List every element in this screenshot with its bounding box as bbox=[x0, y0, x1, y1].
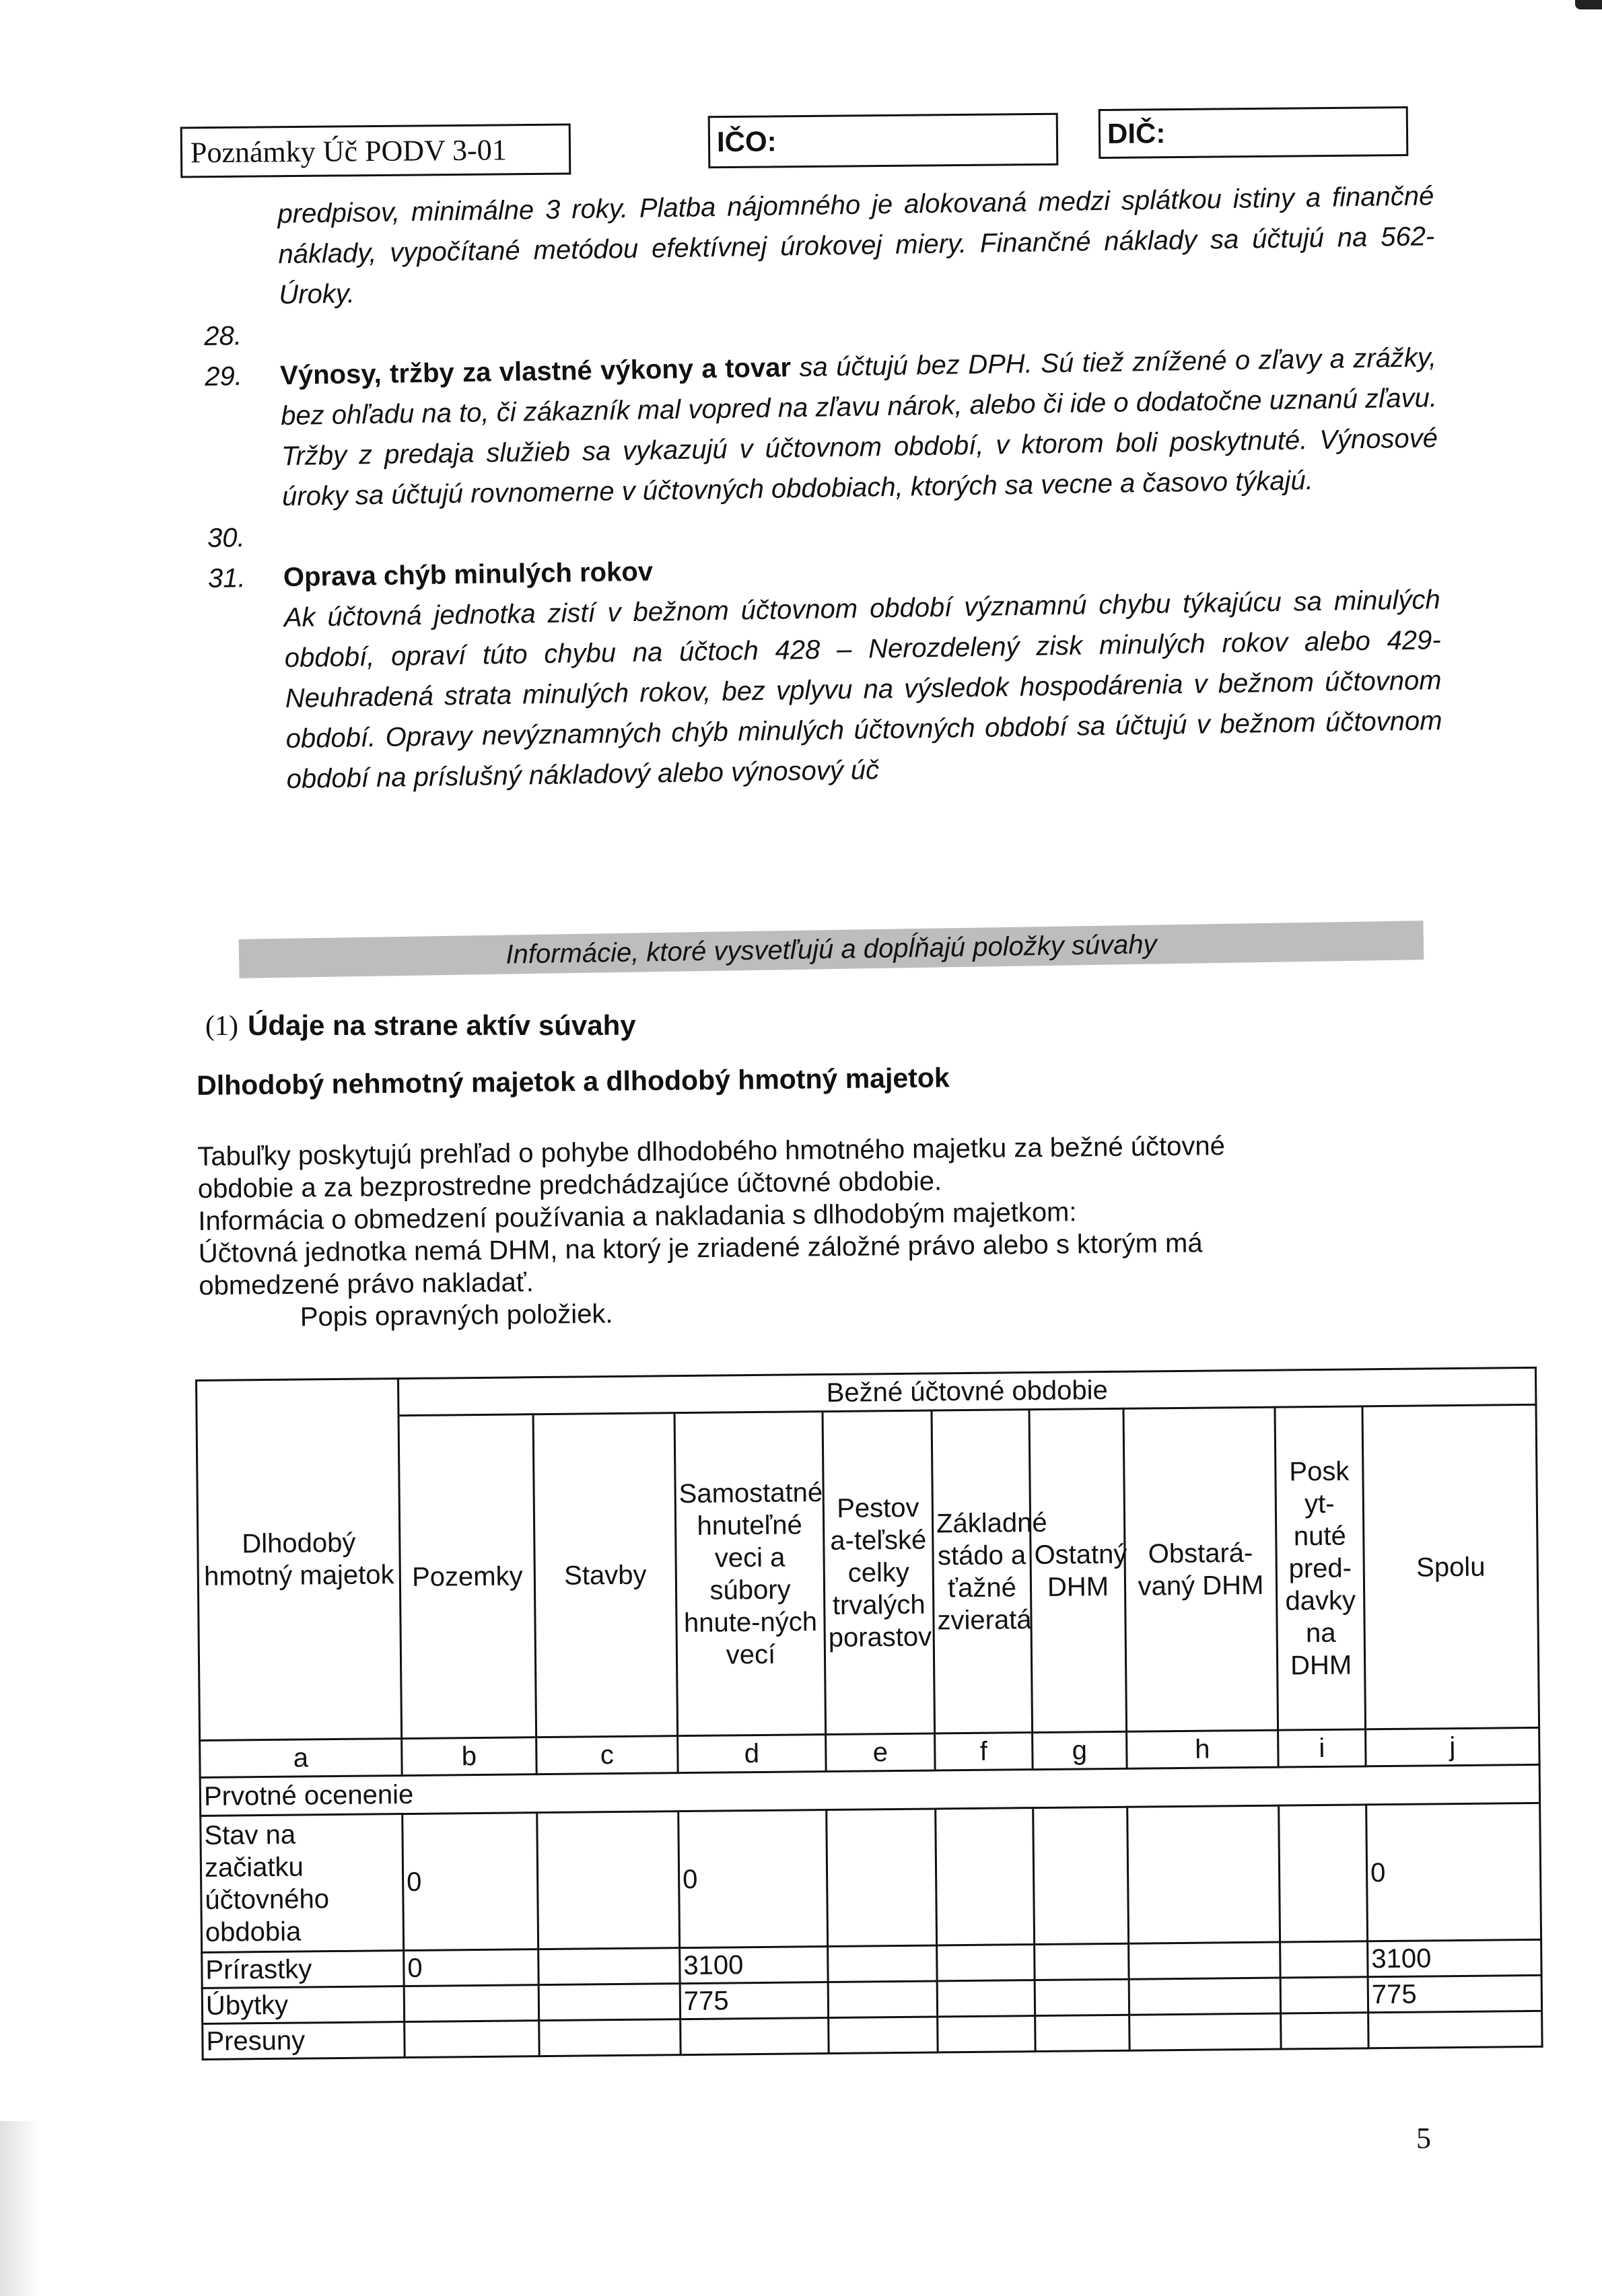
dic-label: DIČ: bbox=[1107, 117, 1166, 149]
note-heading: Výnosy, tržby za vlastné výkony a tovar bbox=[279, 353, 792, 391]
note-heading: Oprava chýb minulých rokov bbox=[283, 557, 654, 593]
note-item: 31. Oprava chýb minulých rokov Ak účtovná jednotka zistí v bežnom účtovnom období významnú chybu týkajúcu sa minulých období, opraví túto chybu na účtoch 428 – Nerozdelený zisk minulých rokov alebo 429- Neuhradená strata minulých rokov, bez vplyvu na výsledok hospodárenia v bežnom účtovnom období. Opravy nevýznamných chýb minulých účtovných období sa účtujú v bežnom účtovnom období na príslušný nákladový alebo výnosový úč bbox=[207, 539, 1442, 801]
fixed-assets-table bbox=[195, 1367, 1548, 2060]
note-item: 28. bbox=[203, 321, 242, 351]
column-header: Základné stádo a ťažné zvieratá bbox=[932, 1410, 1033, 1733]
column-header: Obstará-vaný DHM bbox=[1123, 1407, 1278, 1731]
asset-description: Dlhodobý nehmotný majetok a dlhodobý hmotný majetok Tabuľky poskytujú prehľad o pohybe dlhodobého hmotného majetku za bežné účtovné obdobie a za bezprostredne predchádzajúce účtovné obdobie. Informácia o obmedzení používania a nakladania s dlhodobým majetkom: Účtovná jednotka nemá DHM, na ktorý je zriadené záložné právo alebo s ktorým má obmedzené právo nakladať. Popis opravných položiek. bbox=[197, 1057, 1411, 1334]
form-label-box bbox=[180, 123, 571, 178]
column-header: Stavby bbox=[533, 1413, 678, 1737]
scan-shadow bbox=[0, 2121, 40, 2296]
column-header: Pozemky bbox=[398, 1414, 536, 1739]
form-label: Poznámky Úč PODV 3-01 bbox=[190, 133, 507, 170]
note-continuation: predpisov, minimálne 3 roky. Platba nájomného je alokovaná medzi splátkou istiny a finančné náklady, vypočítané metódou efektívnej úrokovej miery. Finančné náklady sa účtujú na 562- Úroky. bbox=[277, 181, 1435, 310]
accounting-notes bbox=[202, 176, 1443, 801]
note-item: 29. Výnosy, tržby za vlastné výkony a tovar sa účtujú bez DPH. Sú tiež znížené o zľavy a zrážky, bez ohľadu na to, či zákazník mal vopred na zľavu nárok, alebo či ide o dodatočne uznanú zľavu. Tržby z predaja služieb sa vykazujú v účtovnom období, v ktorom boli poskytnuté. Výnosové úroky sa účtujú rovnomerne v účtovných obdobiach, ktorých sa vecne a časovo týkajú. bbox=[204, 343, 1438, 512]
scan-corner-mark bbox=[1575, 0, 1602, 9]
table-row: Stav na začiatku účtovného obdobia 0 0 0 bbox=[201, 1803, 1541, 1952]
section-heading: (1) Údaje na strane aktív súvahy bbox=[205, 1009, 636, 1042]
column-header: Ostatný DHM bbox=[1029, 1408, 1127, 1732]
column-header: Posk yt-nuté pred-davky na DHM bbox=[1275, 1406, 1366, 1730]
group-header: Bežné účtovné obdobie bbox=[398, 1367, 1537, 1415]
subsection-title: Dlhodobý nehmotný majetok a dlhodobý hmotný majetok bbox=[197, 1062, 950, 1101]
section-band: Informácie, ktoré vysvetľujú a dopĺňajú položky súvahy bbox=[239, 921, 1424, 978]
ico-label: IČO: bbox=[716, 125, 777, 158]
section-row: Prvotné ocenenie bbox=[200, 1764, 1540, 1816]
row-header: Dlhodobý hmotný majetok bbox=[197, 1379, 402, 1741]
table-row: Prírastky 0 3100 3100 bbox=[202, 1939, 1541, 1988]
column-header: Samostatné hnuteľné veci a súbory hnute-ných vecí bbox=[674, 1412, 826, 1736]
table-row: Úbytky 775 775 bbox=[202, 1975, 1541, 2023]
column-header: Pestov a-teľské celky trvalých porastov bbox=[823, 1410, 935, 1735]
dic-field bbox=[1099, 106, 1409, 159]
page-number: 5 bbox=[1416, 2122, 1431, 2155]
column-header: Spolu bbox=[1362, 1404, 1539, 1729]
column-letters: a b c d e f g h i j bbox=[200, 1727, 1539, 1777]
note-item: 30. bbox=[207, 523, 245, 553]
ico-field bbox=[708, 113, 1059, 169]
table-row: Presuny bbox=[203, 2011, 1542, 2059]
